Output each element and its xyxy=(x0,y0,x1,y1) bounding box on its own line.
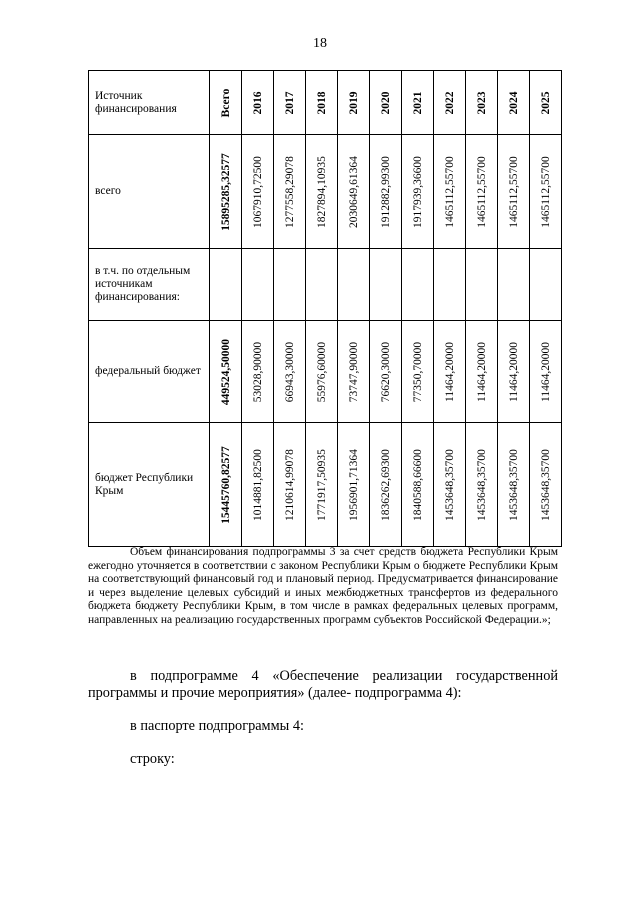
cell xyxy=(210,249,242,321)
cell: 11464,20000 xyxy=(498,321,530,423)
line-paragraph: строку: xyxy=(130,751,175,767)
cell: 11464,20000 xyxy=(530,321,562,423)
cell-total: 15895285,32577 xyxy=(210,135,242,249)
col-header: 2017 xyxy=(274,71,306,135)
cell xyxy=(306,249,338,321)
table-row xyxy=(89,423,562,547)
header-label-cell: Источник финансирования xyxy=(89,71,210,135)
col-header: 2018 xyxy=(306,71,338,135)
cell: 1465112,55700 xyxy=(466,135,498,249)
table-header-row xyxy=(89,71,562,135)
col-header: Всего xyxy=(210,71,242,135)
cell: 53028,90000 xyxy=(242,321,274,423)
page-number: 18 xyxy=(313,36,327,51)
col-header: 2019 xyxy=(338,71,370,135)
col-header: 2021 xyxy=(402,71,434,135)
cell: 1067910,72500 xyxy=(242,135,274,249)
cell: 1453648,35700 xyxy=(434,423,466,547)
cell: 2030649,61364 xyxy=(338,135,370,249)
cell: 77350,70000 xyxy=(402,321,434,423)
cell: 1453648,35700 xyxy=(530,423,562,547)
cell: 1465112,55700 xyxy=(530,135,562,249)
cell xyxy=(466,249,498,321)
cell xyxy=(434,249,466,321)
cell: 55976,60000 xyxy=(306,321,338,423)
row-label: всего xyxy=(89,135,210,249)
cell: 1840588,66600 xyxy=(402,423,434,547)
table-row xyxy=(89,135,562,249)
passport-paragraph: в паспорте подпрограммы 4: xyxy=(130,718,304,734)
cell xyxy=(498,249,530,321)
row-label: бюджет Республики Крым xyxy=(89,423,210,547)
cell: 1465112,55700 xyxy=(498,135,530,249)
cell: 11464,20000 xyxy=(434,321,466,423)
financing-table xyxy=(88,70,562,547)
cell: 1956901,71364 xyxy=(338,423,370,547)
cell-total: 449524,50000 xyxy=(210,321,242,423)
cell: 1465112,55700 xyxy=(434,135,466,249)
cell: 76620,30000 xyxy=(370,321,402,423)
cell: 11464,20000 xyxy=(466,321,498,423)
row-label: федеральный бюджет xyxy=(89,321,210,423)
row-label: в т.ч. по отдельным источникам финансирования: xyxy=(89,249,210,321)
table-row xyxy=(89,321,562,423)
cell: 1917939,36600 xyxy=(402,135,434,249)
cell: 1453648,35700 xyxy=(498,423,530,547)
cell xyxy=(338,249,370,321)
cell: 1277558,29078 xyxy=(274,135,306,249)
col-header: 2022 xyxy=(434,71,466,135)
cell: 66943,30000 xyxy=(274,321,306,423)
col-header: 2016 xyxy=(242,71,274,135)
cell: 1912882,99300 xyxy=(370,135,402,249)
funding-paragraph: Объем финансирования подпрограммы 3 за счет средств бюджета Республики Крым ежегодно уточняется в соответствии с законом Республики Крым о бюджете Республики Крым на соответствующий финансовый год и плановый период. Предусматривается финансирование и через выделение целевых субсидий и иных межбюджетных трансфертов из федерального бюджета бюджету Республики Крым, в том числе в рамках федеральных целевых программ, направленных на реализацию государственных программ субъектов Российской Федерации.»; xyxy=(88,546,558,626)
col-header: 2023 xyxy=(466,71,498,135)
col-header: 2024 xyxy=(498,71,530,135)
col-header: 2020 xyxy=(370,71,402,135)
cell: 1014881,82500 xyxy=(242,423,274,547)
cell xyxy=(530,249,562,321)
cell xyxy=(274,249,306,321)
col-header: 2025 xyxy=(530,71,562,135)
cell xyxy=(402,249,434,321)
cell xyxy=(370,249,402,321)
cell: 1210614,99078 xyxy=(274,423,306,547)
cell: 1771917,50935 xyxy=(306,423,338,547)
cell: 73747,90000 xyxy=(338,321,370,423)
table-row xyxy=(89,249,562,321)
cell: 1836262,69300 xyxy=(370,423,402,547)
subprogram4-paragraph: в подпрограмме 4 «Обеспечение реализации государственной программы и прочие мероприятия» (далее- подпрограмма 4): xyxy=(88,668,558,701)
cell: 1827894,10935 xyxy=(306,135,338,249)
cell xyxy=(242,249,274,321)
cell-total: 15445760,82577 xyxy=(210,423,242,547)
cell: 1453648,35700 xyxy=(466,423,498,547)
